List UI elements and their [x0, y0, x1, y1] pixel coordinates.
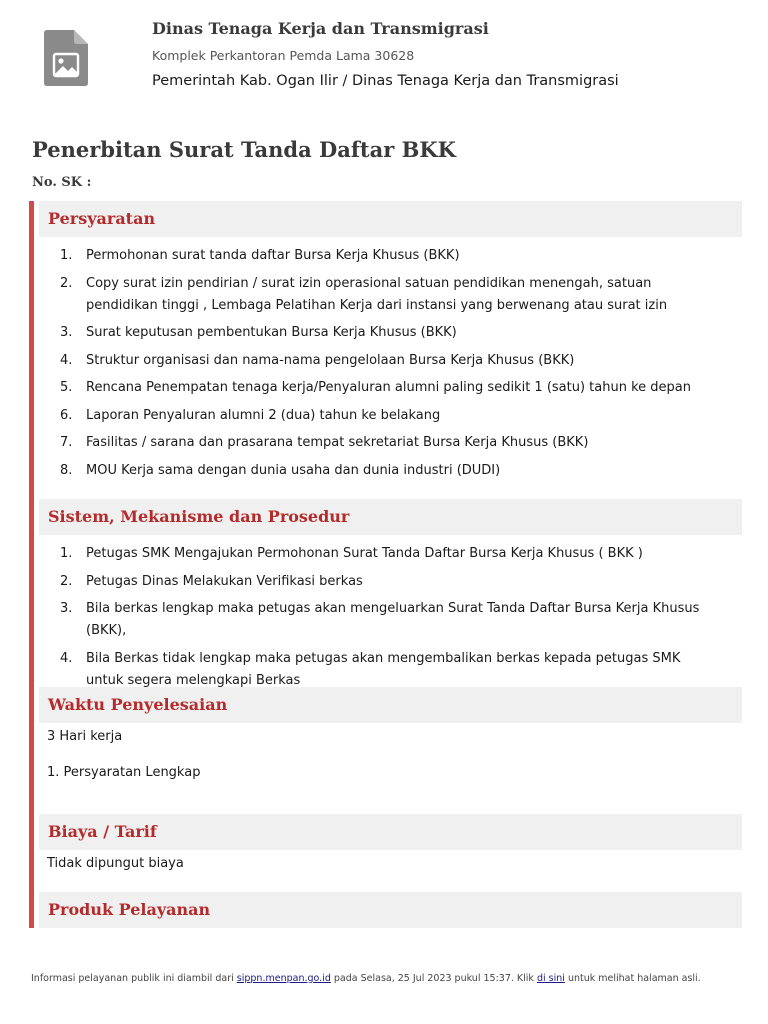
image-file-icon	[44, 30, 88, 86]
list-item	[60, 350, 720, 372]
service-details	[29, 201, 742, 928]
list-number: 5.	[60, 380, 73, 395]
list-text: Permohonan surat tanda daftar Bursa Kerja Khusus (BKK)	[86, 248, 460, 263]
section-heading-prosedur	[39, 499, 742, 535]
list-number: 4.	[60, 650, 73, 666]
procedure-list	[60, 543, 720, 692]
list-text: Laporan Penyaluran alumni 2 (dua) tahun ke belakang	[86, 407, 441, 423]
list-item	[60, 648, 720, 692]
list-number: 1.	[60, 546, 73, 561]
section-title: Persyaratan	[48, 209, 156, 228]
list-text: Fasilitas / sarana dan prasarana tempat sekretariat Bursa Kerja Khusus (BKK)	[86, 435, 589, 450]
section-heading-waktu	[39, 687, 742, 723]
list-item	[60, 543, 720, 565]
source-footer	[31, 973, 701, 984]
footer-suffix: untuk melihat halaman asli.	[567, 973, 701, 984]
organization-address: Komplek Perkantoran Pemda Lama 30628	[152, 48, 415, 63]
list-item	[60, 571, 720, 593]
list-item	[60, 460, 720, 482]
list-text: Rencana Penempatan tenaga kerja/Penyaluran alumni paling sedikit 1 (satu) tahun ke depan	[86, 380, 691, 395]
list-number: 2.	[60, 275, 73, 291]
footer-prefix: Informasi pelayanan publik ini diambil dari	[31, 973, 234, 984]
section-title: Produk Pelayanan	[48, 900, 211, 919]
sk-number-label: No. SK :	[32, 175, 92, 190]
section-heading-biaya	[39, 814, 742, 850]
organization-breadcrumb: Pemerintah Kab. Ogan Ilir / Dinas Tenaga Kerja dan Transmigrasi	[152, 73, 619, 89]
list-number: 1.	[60, 248, 73, 263]
list-number: 7.	[60, 435, 73, 450]
list-text: Surat keputusan pembentukan Bursa Kerja Khusus (BKK)	[86, 325, 457, 340]
list-number: 2.	[60, 573, 73, 589]
original-page-link[interactable]: di sini	[536, 973, 565, 984]
list-item	[60, 245, 720, 267]
requirements-list	[60, 245, 720, 482]
list-number: 8.	[60, 462, 73, 478]
list-item	[60, 273, 720, 317]
list-text: MOU Kerja sama dengan dunia usaha dan dunia industri (DUDI)	[86, 462, 501, 478]
list-text: Bila Berkas tidak lengkap maka petugas akan mengembalikan berkas kepada petugas SMK untuk segera melengkapi Berkas	[86, 650, 681, 688]
list-number: 6.	[60, 407, 73, 423]
completion-time: 3 Hari kerja	[47, 729, 123, 744]
list-item	[60, 405, 720, 427]
list-text: Bila berkas lengkap maka petugas akan mengeluarkan Surat Tanda Daftar Bursa Kerja Khusus (BKK),	[86, 601, 700, 638]
section-heading-produk	[39, 892, 742, 928]
list-item	[60, 322, 720, 344]
section-title: Biaya / Tarif	[48, 822, 157, 841]
organization-name: Dinas Tenaga Kerja dan Transmigrasi	[152, 19, 489, 38]
footer-middle: pada Selasa, 25 Jul 2023 pukul 15:37. Klik	[333, 973, 534, 984]
page-title: Penerbitan Surat Tanda Daftar BKK	[32, 137, 456, 162]
list-number: 3.	[60, 325, 73, 340]
list-text: Petugas Dinas Melakukan Verifikasi berkas	[86, 573, 363, 589]
section-title: Sistem, Mekanisme dan Prosedur	[48, 507, 350, 526]
page-header	[0, 0, 768, 110]
section-heading-persyaratan	[39, 201, 742, 237]
list-item	[60, 377, 720, 399]
fee-text: Tidak dipungut biaya	[47, 856, 184, 871]
list-text: Copy surat izin pendirian / surat izin operasional satuan pendidikan menengah, satuan pendidikan tinggi , Lembaga Pelatihan Kerja dari instansi yang berwenang atau surat izin	[86, 275, 668, 313]
section-title: Waktu Penyelesaian	[48, 695, 228, 714]
list-number: 4.	[60, 352, 73, 368]
list-item	[60, 598, 720, 642]
list-item	[60, 432, 720, 454]
source-link[interactable]: sippn.menpan.go.id	[236, 973, 331, 984]
list-text: Struktur organisasi dan nama-nama pengelolaan Bursa Kerja Khusus (BKK)	[86, 352, 575, 368]
completion-condition: 1. Persyaratan Lengkap	[47, 765, 201, 780]
list-text: Petugas SMK Mengajukan Permohonan Surat Tanda Daftar Bursa Kerja Khusus ( BKK )	[86, 546, 643, 561]
list-number: 3.	[60, 601, 73, 616]
